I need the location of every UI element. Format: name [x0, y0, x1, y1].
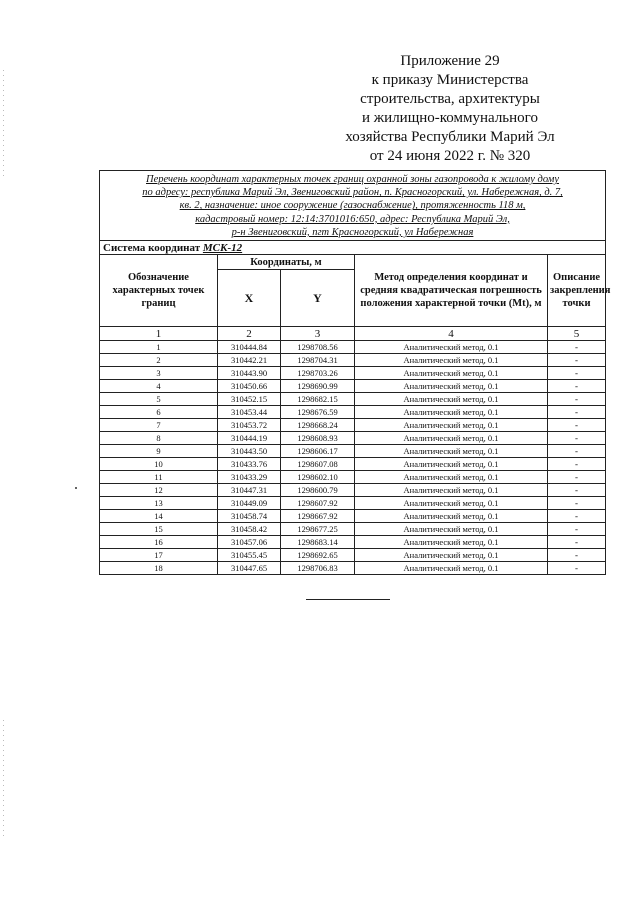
table-body [100, 341, 606, 575]
y-coordinate-cell: 1298606.17 [281, 445, 355, 458]
method-cell: Аналитический метод, 0.1 [355, 393, 548, 406]
x-coordinate-cell: 310443.50 [218, 445, 281, 458]
table-row [100, 432, 606, 445]
method-cell: Аналитический метод, 0.1 [355, 549, 548, 562]
table-row [100, 458, 606, 471]
table-title [100, 171, 606, 241]
description-cell: - [548, 354, 606, 367]
method-cell: Аналитический метод, 0.1 [355, 458, 548, 471]
point-number-cell: 12 [100, 484, 218, 497]
table-row [100, 562, 606, 575]
point-number-cell: 18 [100, 562, 218, 575]
title-line: кадастровый номер: 12:14:3701016:650, адрес: Республика Марий Эл, [195, 213, 510, 225]
y-coordinate-cell: 1298607.92 [281, 497, 355, 510]
point-number-cell: 17 [100, 549, 218, 562]
method-cell: Аналитический метод, 0.1 [355, 471, 548, 484]
column-number: 2 [218, 327, 281, 341]
table-row [100, 484, 606, 497]
scan-speck [75, 487, 77, 489]
method-cell: Аналитический метод, 0.1 [355, 380, 548, 393]
description-cell: - [548, 562, 606, 575]
appendix-header [300, 52, 600, 166]
table-row [100, 406, 606, 419]
x-coordinate-cell: 310447.65 [218, 562, 281, 575]
point-number-cell: 7 [100, 419, 218, 432]
table-row [100, 380, 606, 393]
method-cell: Аналитический метод, 0.1 [355, 419, 548, 432]
coordinate-system-row [100, 241, 606, 255]
signature-line [306, 599, 390, 600]
y-coordinate-cell: 1298683.14 [281, 536, 355, 549]
point-number-cell: 14 [100, 510, 218, 523]
scan-margin-mark [3, 70, 4, 180]
coordinates-table [99, 170, 611, 575]
point-number-cell: 11 [100, 471, 218, 484]
point-number-cell: 4 [100, 380, 218, 393]
point-number-cell: 5 [100, 393, 218, 406]
header-coords: Координаты, м [218, 255, 355, 270]
y-coordinate-cell: 1298677.25 [281, 523, 355, 536]
coordinate-system-label: Система координат [103, 241, 201, 254]
header-x: X [218, 270, 281, 327]
column-numbers-row [100, 327, 606, 341]
y-coordinate-cell: 1298607.08 [281, 458, 355, 471]
x-coordinate-cell: 310444.19 [218, 432, 281, 445]
description-cell: - [548, 510, 606, 523]
y-coordinate-cell: 1298668.24 [281, 419, 355, 432]
description-cell: - [548, 523, 606, 536]
method-cell: Аналитический метод, 0.1 [355, 406, 548, 419]
description-cell: - [548, 458, 606, 471]
description-cell: - [548, 536, 606, 549]
table-row [100, 354, 606, 367]
table-row [100, 471, 606, 484]
description-cell: - [548, 432, 606, 445]
scan-margin-mark [3, 720, 4, 840]
x-coordinate-cell: 310452.15 [218, 393, 281, 406]
x-coordinate-cell: 310443.90 [218, 367, 281, 380]
table-row [100, 536, 606, 549]
x-coordinate-cell: 310458.74 [218, 510, 281, 523]
description-cell: - [548, 393, 606, 406]
method-cell: Аналитический метод, 0.1 [355, 341, 548, 354]
x-coordinate-cell: 310453.44 [218, 406, 281, 419]
description-cell: - [548, 484, 606, 497]
y-coordinate-cell: 1298676.59 [281, 406, 355, 419]
method-cell: Аналитический метод, 0.1 [355, 510, 548, 523]
point-number-cell: 16 [100, 536, 218, 549]
description-cell: - [548, 445, 606, 458]
x-coordinate-cell: 310449.09 [218, 497, 281, 510]
table-row [100, 341, 606, 354]
x-coordinate-cell: 310433.76 [218, 458, 281, 471]
description-cell: - [548, 341, 606, 354]
x-coordinate-cell: 310447.31 [218, 484, 281, 497]
x-coordinate-cell: 310433.29 [218, 471, 281, 484]
y-coordinate-cell: 1298608.93 [281, 432, 355, 445]
point-number-cell: 2 [100, 354, 218, 367]
method-cell: Аналитический метод, 0.1 [355, 562, 548, 575]
description-cell: - [548, 471, 606, 484]
y-coordinate-cell: 1298708.56 [281, 341, 355, 354]
y-coordinate-cell: 1298602.10 [281, 471, 355, 484]
table-row [100, 510, 606, 523]
table-row [100, 367, 606, 380]
y-coordinate-cell: 1298667.92 [281, 510, 355, 523]
x-coordinate-cell: 310455.45 [218, 549, 281, 562]
table-row [100, 419, 606, 432]
y-coordinate-cell: 1298682.15 [281, 393, 355, 406]
appendix-line: к приказу Министерства [371, 72, 529, 88]
column-number: 3 [281, 327, 355, 341]
y-coordinate-cell: 1298704.31 [281, 354, 355, 367]
point-number-cell: 8 [100, 432, 218, 445]
method-cell: Аналитический метод, 0.1 [355, 354, 548, 367]
y-coordinate-cell: 1298692.65 [281, 549, 355, 562]
description-cell: - [548, 367, 606, 380]
method-cell: Аналитический метод, 0.1 [355, 432, 548, 445]
appendix-line: строительства, архитектуры [360, 91, 540, 107]
method-cell: Аналитический метод, 0.1 [355, 484, 548, 497]
method-cell: Аналитический метод, 0.1 [355, 497, 548, 510]
column-number: 4 [355, 327, 548, 341]
table-row [100, 549, 606, 562]
description-cell: - [548, 380, 606, 393]
description-cell: - [548, 549, 606, 562]
column-number: 5 [548, 327, 606, 341]
table-row [100, 445, 606, 458]
x-coordinate-cell: 310442.21 [218, 354, 281, 367]
table-row [100, 393, 606, 406]
table-row [100, 523, 606, 536]
header-y: Y [281, 270, 355, 327]
y-coordinate-cell: 1298690.99 [281, 380, 355, 393]
table-row [100, 497, 606, 510]
appendix-line: хозяйства Республики Марий Эл [345, 129, 555, 145]
coordinate-system-value: МСК-12 [202, 241, 243, 254]
x-coordinate-cell: 310444.84 [218, 341, 281, 354]
title-line: Перечень координат характерных точек границ охранной зоны газопровода к жилому дому [146, 174, 560, 185]
title-line: по адресу: республика Марий Эл, Звениговский район, п. Красногорский, ул. Набережная, д. 7, [142, 187, 563, 199]
appendix-line: от 24 июня 2022 г. № 320 [369, 148, 531, 164]
method-cell: Аналитический метод, 0.1 [355, 536, 548, 549]
point-number-cell: 3 [100, 367, 218, 380]
point-number-cell: 1 [100, 341, 218, 354]
appendix-line: и жилищно-коммунального [362, 110, 538, 126]
x-coordinate-cell: 310457.06 [218, 536, 281, 549]
header-method: Метод определения координат и средняя квадратическая погрешность положения характерной точки (Mt), м [355, 255, 548, 327]
point-number-cell: 13 [100, 497, 218, 510]
x-coordinate-cell: 310450.66 [218, 380, 281, 393]
x-coordinate-cell: 310458.42 [218, 523, 281, 536]
header-description: Описание закрепления точки [548, 255, 606, 327]
method-cell: Аналитический метод, 0.1 [355, 523, 548, 536]
y-coordinate-cell: 1298600.79 [281, 484, 355, 497]
method-cell: Аналитический метод, 0.1 [355, 367, 548, 380]
description-cell: - [548, 497, 606, 510]
header-point: Обозначение характерных точек границ [100, 255, 218, 327]
description-cell: - [548, 406, 606, 419]
point-number-cell: 10 [100, 458, 218, 471]
point-number-cell: 6 [100, 406, 218, 419]
point-number-cell: 15 [100, 523, 218, 536]
y-coordinate-cell: 1298703.26 [281, 367, 355, 380]
description-cell: - [548, 419, 606, 432]
appendix-line: Приложение 29 [400, 53, 500, 69]
method-cell: Аналитический метод, 0.1 [355, 445, 548, 458]
column-number: 1 [100, 327, 218, 341]
x-coordinate-cell: 310453.72 [218, 419, 281, 432]
title-line: р-н Звениговский, пгт Красногорский, ул Набережная [231, 226, 474, 238]
title-line: кв. 2, назначение: иное сооружение (газоснабжение), протяженность 118 м, [179, 200, 526, 212]
point-number-cell: 9 [100, 445, 218, 458]
y-coordinate-cell: 1298706.83 [281, 562, 355, 575]
